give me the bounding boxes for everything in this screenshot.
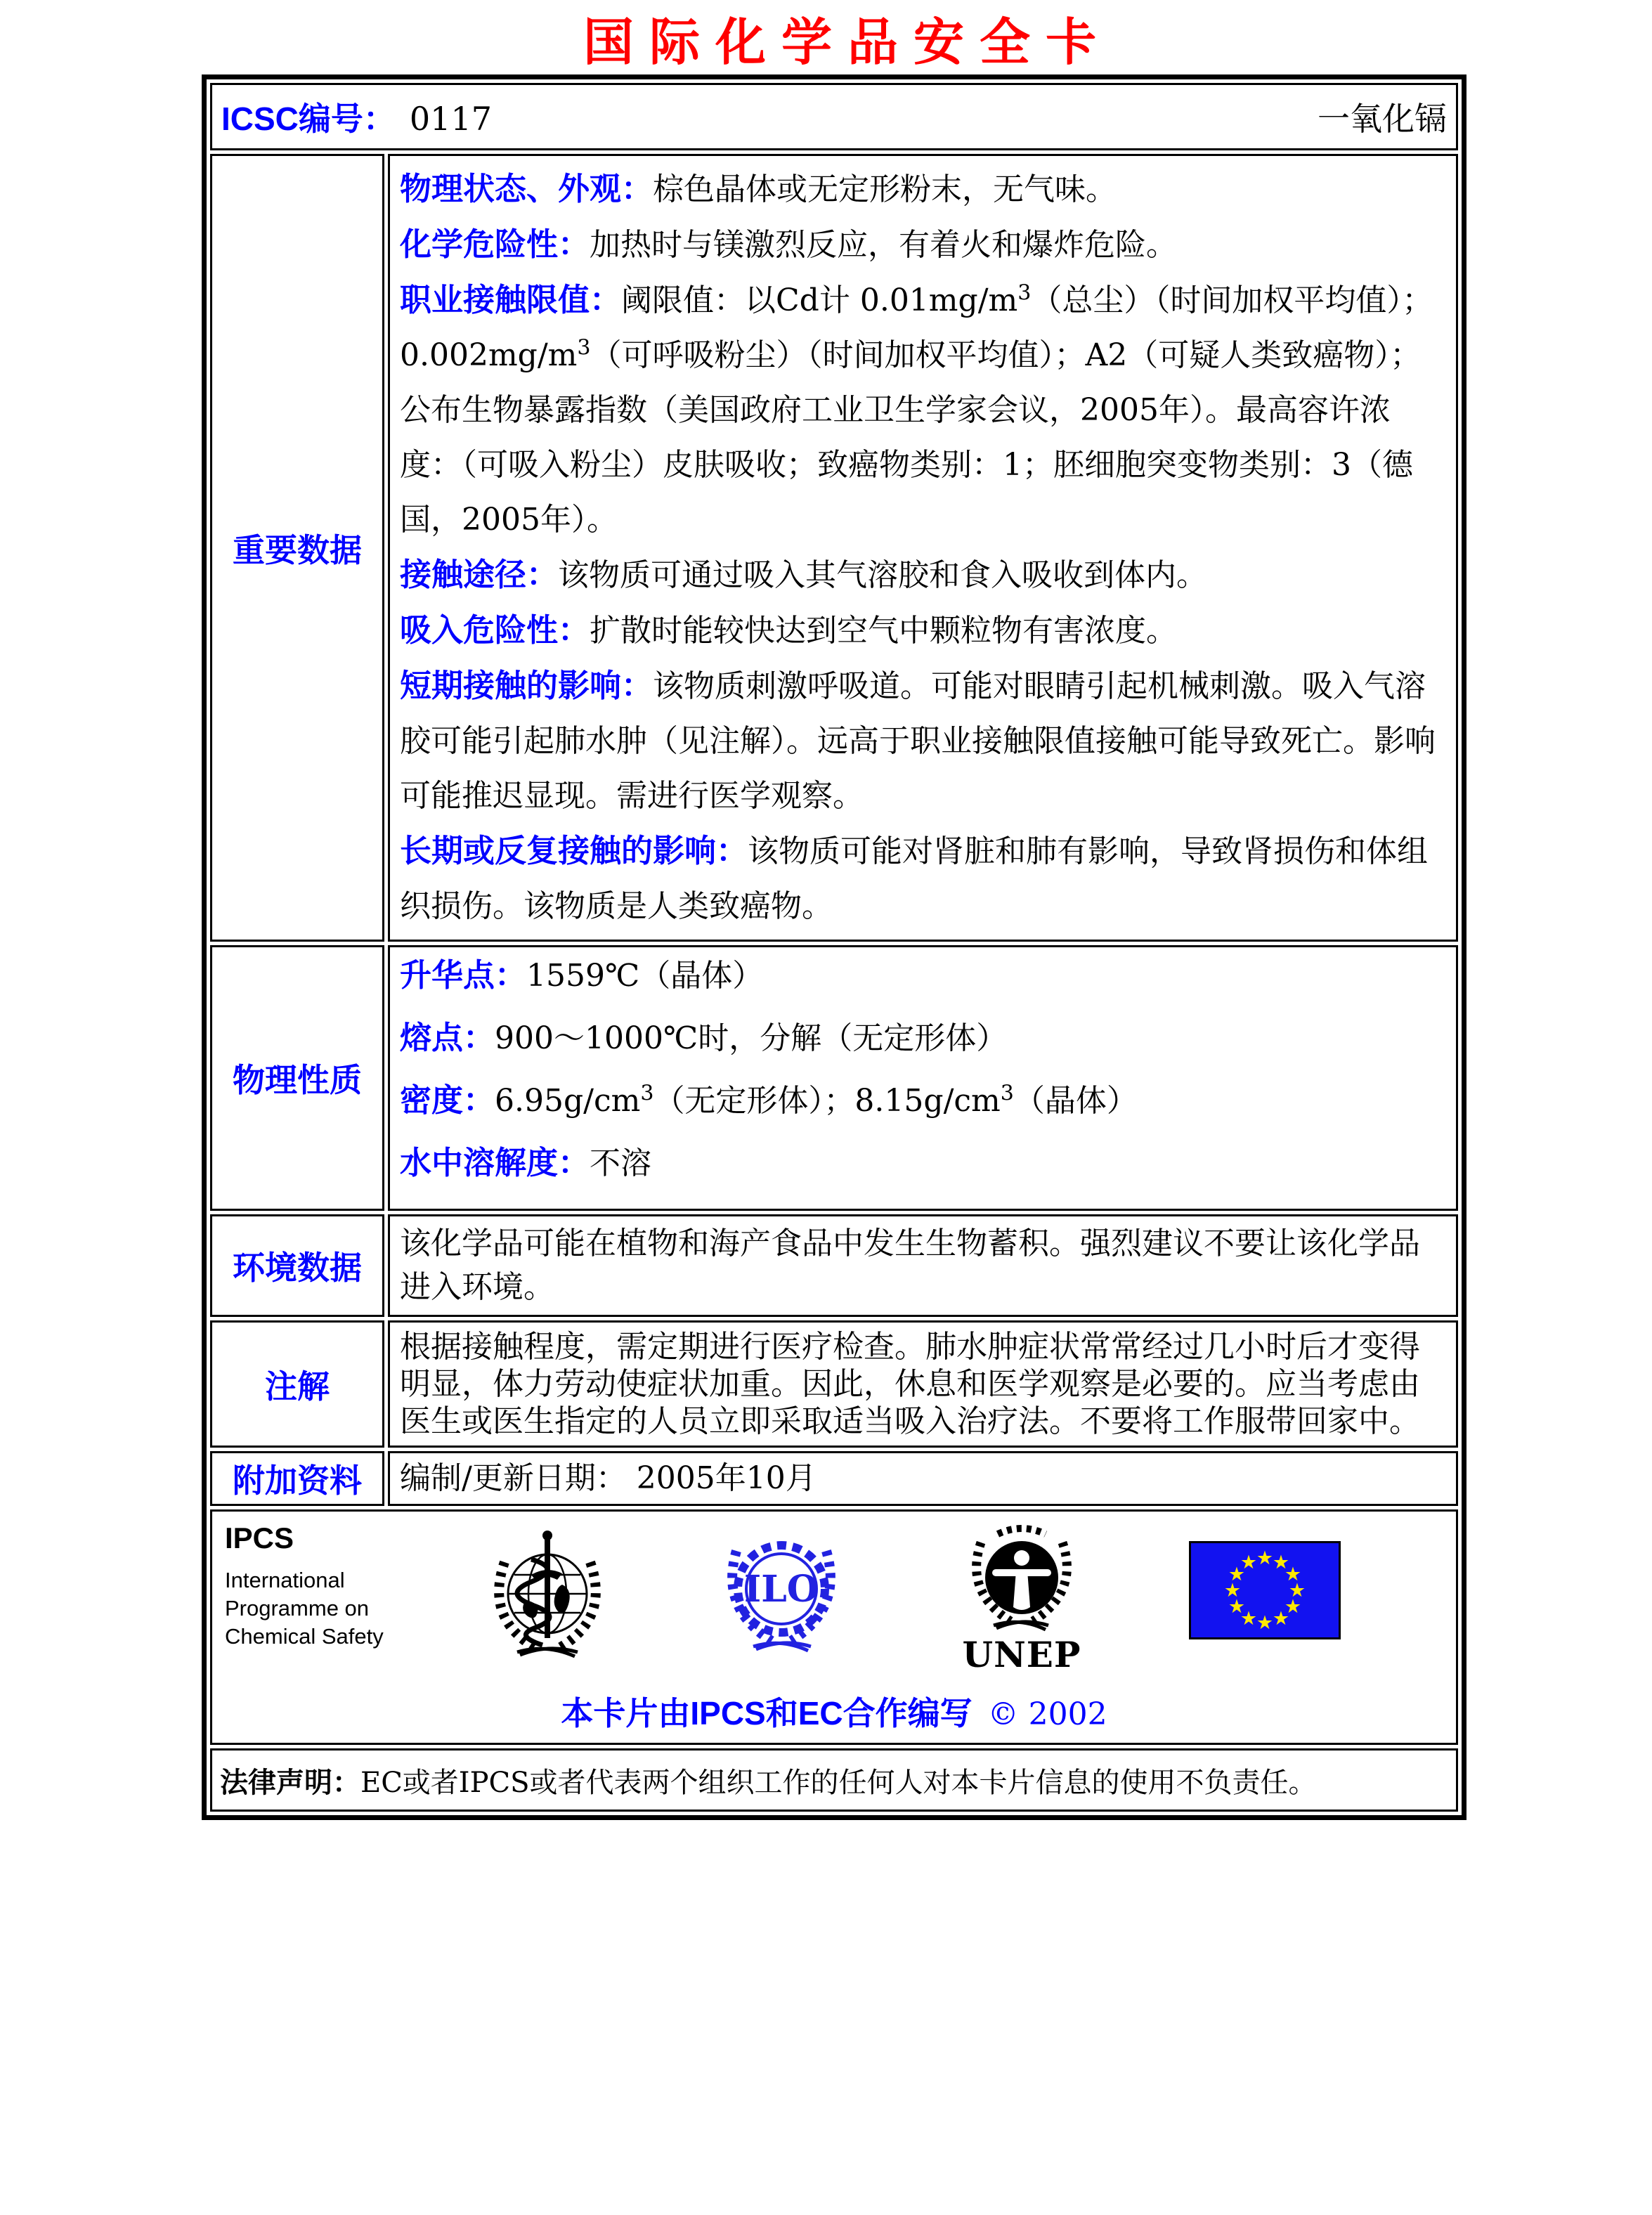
header-cell — [210, 83, 1458, 150]
physical-properties-row — [210, 945, 1458, 1211]
caption-line — [219, 1688, 1449, 1734]
superscript: 3 — [1000, 1081, 1014, 1106]
item-text: 1559℃（晶体） — [526, 958, 764, 994]
item-label: 物理状态、外观： — [400, 171, 653, 207]
caption-text: 本卡片由IPCS和EC合作编写 — [561, 1695, 973, 1732]
item-label: 升华点： — [400, 957, 527, 993]
item-text: 该物质刺激呼吸道。可能对眼睛引起机械刺激。吸入气溶胶可能引起肺水肿（见注解）。远高于职业接触限值接触可能导致死亡。影响可能推迟显现。需进行医学观察。 — [400, 668, 1436, 814]
item-text: 6.95g/cm — [495, 1083, 641, 1119]
long-term-effects-item — [400, 824, 1446, 934]
svg-text:★: ★ — [1272, 1608, 1290, 1630]
item-label: 化学危险性： — [400, 226, 590, 262]
item-text: （无定形体）；8.15g/cm — [653, 1083, 1001, 1119]
item-text: 该物质可能对肾脏和肺有影响，导致肾损伤和体组织损伤。该物质是人类致癌物。 — [400, 833, 1429, 924]
item-label: 水中溶解度： — [400, 1145, 590, 1181]
melting-point-item — [400, 1015, 1446, 1061]
physical-properties-content — [388, 945, 1458, 1211]
item-text: 900～1000℃时，分解（无定形体） — [495, 1020, 1008, 1056]
eu-flag-icon — [1189, 1541, 1341, 1639]
additional-info-row — [210, 1451, 1458, 1506]
legal-label: 法律声明： — [220, 1767, 360, 1798]
ilo-logo-icon — [715, 1526, 847, 1658]
notes-row — [210, 1320, 1458, 1448]
notes-content — [388, 1320, 1458, 1448]
svg-text:★: ★ — [1228, 1596, 1246, 1618]
svg-text:★: ★ — [1284, 1564, 1302, 1585]
item-text: 编制/更新日期： 2005年10月 — [400, 1460, 817, 1496]
additional-info-content — [388, 1451, 1458, 1506]
who-logo-icon — [483, 1521, 611, 1661]
unep-logo-block — [961, 1521, 1082, 1675]
icsc-number-group — [221, 93, 492, 140]
superscript: 3 — [640, 1081, 654, 1106]
item-text: 该物质可通过吸入其气溶胶和食入吸收到体内。 — [558, 557, 1208, 593]
item-label: 密度： — [400, 1082, 495, 1118]
exposure-routes-item — [400, 547, 1446, 603]
superscript: 3 — [1017, 280, 1032, 306]
unep-logo-icon — [961, 1521, 1082, 1635]
sublimation-point-item — [400, 953, 1446, 999]
item-label: 职业接触限值： — [400, 282, 622, 318]
ilo-letters: ILO — [743, 1568, 819, 1611]
item-label: 熔点： — [400, 1020, 495, 1055]
water-solubility-item — [400, 1141, 1446, 1186]
item-label: 短期接触的影响： — [400, 668, 653, 703]
item-text: 阈限值：以Cd计 0.01mg/m — [621, 282, 1018, 318]
svg-text:★: ★ — [1240, 1608, 1258, 1630]
item-label: 吸入危险性： — [400, 612, 590, 648]
svg-text:★: ★ — [1256, 1612, 1274, 1634]
notes-label: 注解 — [210, 1320, 384, 1448]
ipcs-text-block — [219, 1521, 408, 1651]
inhalation-risk-item — [400, 603, 1446, 658]
logos-row — [210, 1509, 1458, 1745]
svg-text:★: ★ — [1256, 1547, 1274, 1569]
short-term-effects-item — [400, 658, 1446, 824]
item-text: （晶体） — [1013, 1083, 1138, 1119]
item-text: 加热时与镁激烈反应，有着火和爆炸危险。 — [590, 227, 1178, 263]
additional-info-label: 附加资料 — [210, 1451, 384, 1506]
important-data-content — [388, 154, 1458, 942]
environmental-data-row — [210, 1214, 1458, 1317]
icsc-number-value: 0117 — [409, 100, 492, 138]
legal-cell — [210, 1748, 1458, 1812]
ipcs-line: International — [225, 1568, 345, 1592]
item-text: 不溶 — [590, 1145, 652, 1181]
unep-letters: UNEP — [962, 1634, 1081, 1675]
occupational-limits-item — [400, 273, 1446, 547]
svg-text:★: ★ — [1288, 1580, 1306, 1602]
item-label: 接触途径： — [400, 557, 559, 592]
svg-text:★: ★ — [1223, 1580, 1242, 1602]
important-data-row — [210, 154, 1458, 942]
chemical-danger-item — [400, 217, 1446, 273]
item-text: 扩散时能较快达到空气中颗粒物有害浓度。 — [590, 613, 1178, 649]
copyright-text: © 2002 — [987, 1696, 1107, 1732]
item-text: （可呼吸粉尘）（时间加权平均值）；A2（可疑人类致癌物）；公布生物暴露指数（美国政府工业卫生学家会议，2005年）。最高容许浓度：（可吸入粉尘）皮肤吸收；致癌物类别：1；胚细胞突变物类别：3（德国，2005年）。 — [400, 337, 1422, 538]
item-text: 该化学品可能在植物和海产食品中发生生物蓄积。强烈建议不要让该化学品进入环境。 — [400, 1226, 1420, 1305]
icsc-card-table — [202, 74, 1466, 1820]
ipcs-acronym: IPCS — [225, 1521, 294, 1554]
item-label: 长期或反复接触的影响： — [400, 833, 748, 869]
item-text: 棕色晶体或无定形粉末，无气味。 — [653, 171, 1117, 207]
item-text: 根据接触程度，需定期进行医疗检查。肺水肿症状常常经过几小时后才变得明显，体力劳动使症状加重。因此，休息和医学观察是必要的。应当考虑由医生或医生指定的人员立即采取适当吸入治疗法。不要将工作服带回家中。 — [400, 1329, 1420, 1439]
environmental-data-label: 环境数据 — [210, 1214, 384, 1317]
superscript: 3 — [577, 335, 591, 360]
environmental-data-content — [388, 1214, 1458, 1317]
ipcs-line: Chemical Safety — [225, 1624, 384, 1649]
svg-text:★: ★ — [1240, 1552, 1258, 1573]
icsc-number-label: ICSC编号： — [221, 100, 396, 137]
legal-text: EC或者IPCS或者代表两个组织工作的任何人对本卡片信息的使用不负责任。 — [360, 1766, 1317, 1799]
ipcs-line: Programme on — [225, 1596, 370, 1620]
item-text: （总尘）（时间加权平均值）；0.002mg/m — [400, 282, 1433, 373]
svg-text:★: ★ — [1272, 1552, 1290, 1573]
density-item — [400, 1078, 1446, 1124]
logos-cell — [210, 1509, 1458, 1745]
physical-state-item — [400, 162, 1446, 217]
important-data-label: 重要数据 — [210, 154, 384, 942]
physical-properties-label: 物理性质 — [210, 945, 384, 1211]
page-title: 国际化学品安全卡 — [583, 12, 1112, 72]
svg-text:★: ★ — [1228, 1564, 1246, 1585]
legal-row — [210, 1748, 1458, 1812]
svg-text:★: ★ — [1284, 1596, 1302, 1618]
chemical-name: 一氧化镉 — [1318, 100, 1447, 138]
header-row — [210, 83, 1458, 150]
